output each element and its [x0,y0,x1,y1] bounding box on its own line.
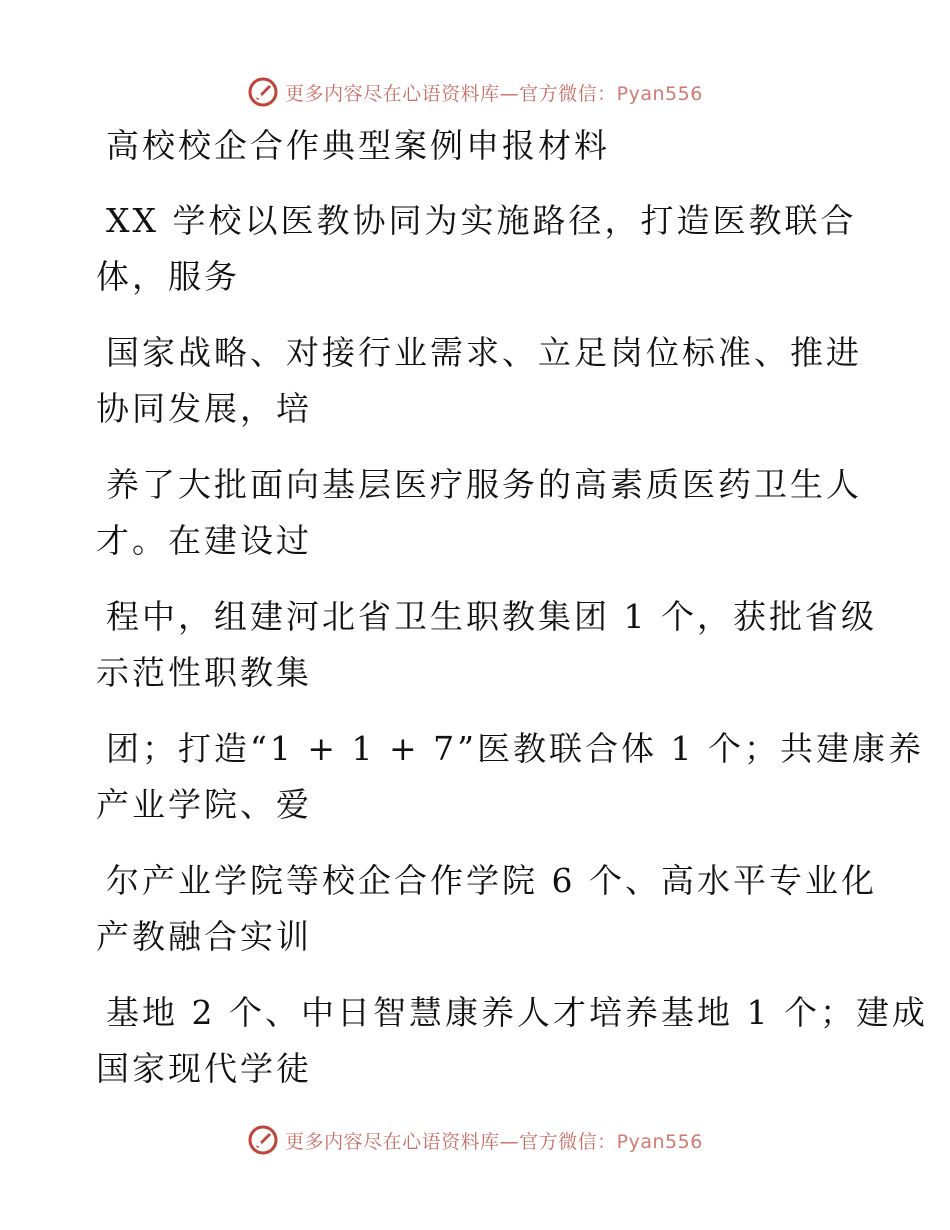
paragraph-line: 程中，组建河北省卫生职教集团 1 个，获批省级 [106,597,877,636]
paragraph-line: 产业学院、爱 [96,785,312,824]
watermark-logo-icon [247,1124,279,1156]
paragraph-line: 示范性职教集 [96,653,312,692]
paragraph-line: 国家战略、对接行业需求、立足岗位标准、推进 [106,333,862,372]
watermark-footer [0,1120,950,1160]
paragraph-line: 产教融合实训 [96,917,312,956]
watermark-wechat-id: Pyan556 [616,82,703,105]
paragraph-line: 尔产业学院等校企合作学院 6 个、高水平专业化 [106,861,877,900]
paragraph-line: 养了大批面向基层医疗服务的高素质医药卫生人 [106,465,862,504]
document-title: 高校校企合作典型案例申报材料 [106,126,610,165]
paragraph-line: 团；打造“1 + 1 + 7”医教联合体 1 个；共建康养 [106,729,924,768]
paragraph-line: 国家现代学徒 [96,1049,312,1088]
watermark-wechat-id: Pyan556 [616,1130,703,1153]
paragraph-line: 才。在建设过 [96,521,312,560]
paragraph-line: 基地 2 个、中日智慧康养人才培养基地 1 个；建成 [106,993,928,1032]
paragraph-line: 体，服务 [96,257,240,296]
paragraph-line: XX 学校以医教协同为实施路径，打造医教联合 [106,201,857,240]
paragraph-line: 协同发展，培 [96,389,312,428]
watermark-text: 更多内容尽在心语资料库—官方微信：Pyan556 [285,82,703,105]
watermark-text: 更多内容尽在心语资料库—官方微信：Pyan556 [285,1130,703,1153]
